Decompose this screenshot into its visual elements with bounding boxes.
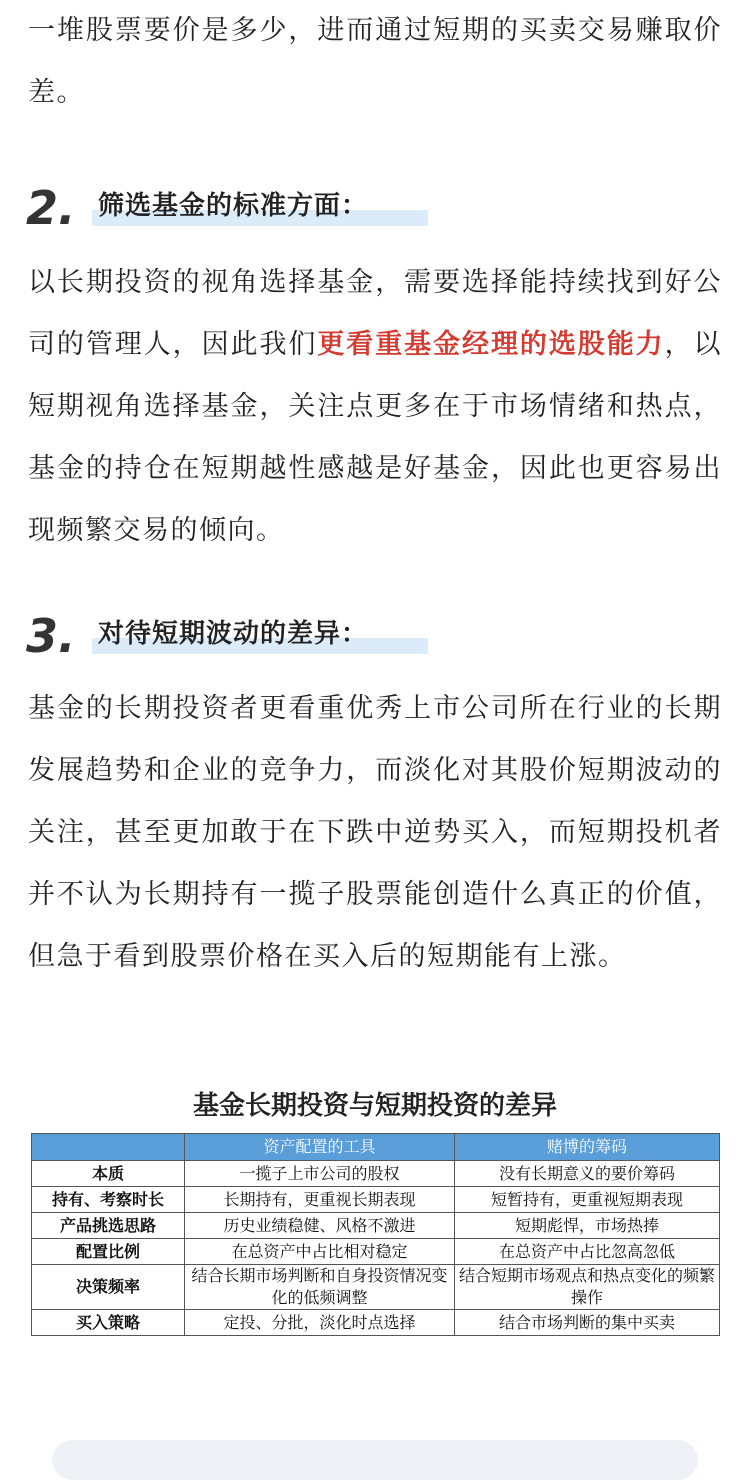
section-title: 筛选基金的标准方面： [98, 191, 369, 221]
table-row [32, 1187, 720, 1213]
bottom-card [52, 1440, 698, 1480]
intro-paragraph: 一堆股票要价是多少，进而通过短期的买卖交易赚取价差。 [28, 15, 722, 108]
header-cell [32, 1134, 185, 1161]
table-cell: 在总资产中占比忽高忽低 [455, 1239, 720, 1265]
para-text: ，以短期视角选择基金，关注点更多在于市场情绪和热点，基金的持仓在短期越性感越是好基金，因此也更容易出现频繁交易的倾向。 [28, 329, 723, 546]
row-label: 配置比例 [32, 1239, 185, 1265]
table-header-row [32, 1134, 720, 1161]
table-cell: 短暂持有，更重视短期表现 [455, 1187, 720, 1213]
table-row [32, 1213, 720, 1239]
table-cell: 没有长期意义的要价筹码 [455, 1161, 720, 1187]
table-row [32, 1265, 720, 1310]
table-row [32, 1310, 720, 1336]
section-number: 2. [26, 181, 76, 235]
highlight-text: 更看重基金经理的选股能力 [317, 329, 665, 360]
table-cell: 定投、分批，淡化时点选择 [185, 1310, 455, 1336]
section-3-paragraph: 基金的长期投资者更看重优秀上市公司所在行业的长期发展趋势和企业的竞争力，而淡化对其股价短期波动的关注，甚至更加敢于在下跌中逆势买入，而短期投机者并不认为长期持有一揽子股票能创造什么真正的价值，但急于看到股票价格在买入后的短期能有上涨。 [28, 693, 722, 972]
header-cell: 资产配置的工具 [185, 1134, 455, 1161]
table-cell: 历史业绩稳健、风格不激进 [185, 1213, 455, 1239]
section-3-heading [26, 608, 446, 664]
table-cell: 结合长期市场判断和自身投资情况变化的低频调整 [185, 1265, 455, 1310]
section-number: 3. [26, 609, 76, 663]
row-label: 持有、考察时长 [32, 1187, 185, 1213]
section-2-heading [26, 180, 446, 236]
table-row [32, 1239, 720, 1265]
table-cell: 短期彪悍，市场热捧 [455, 1213, 720, 1239]
row-label: 决策频率 [32, 1265, 185, 1310]
table-cell: 在总资产中占比相对稳定 [185, 1239, 455, 1265]
section-2-paragraph [28, 252, 722, 562]
table-cell: 长期持有，更重视长期表现 [185, 1187, 455, 1213]
table-title: 基金长期投资与短期投资的差异 [192, 1091, 557, 1121]
row-label: 本质 [32, 1161, 185, 1187]
para-text: 以长期投资的视角选择基金，需要选择能持续找到好公司的管理人，因此我们 [28, 267, 722, 360]
table-cell: 结合市场判断的集中买卖 [455, 1310, 720, 1336]
header-cell: 赌博的筹码 [455, 1134, 720, 1161]
section-title: 对待短期波动的差异： [98, 619, 369, 649]
table-row [32, 1161, 720, 1187]
row-label: 产品挑选思路 [32, 1213, 185, 1239]
row-label: 买入策略 [32, 1310, 185, 1336]
table-cell: 一揽子上市公司的股权 [185, 1161, 455, 1187]
comparison-table [31, 1133, 720, 1336]
table-cell: 结合短期市场观点和热点变化的频繁操作 [455, 1265, 720, 1310]
